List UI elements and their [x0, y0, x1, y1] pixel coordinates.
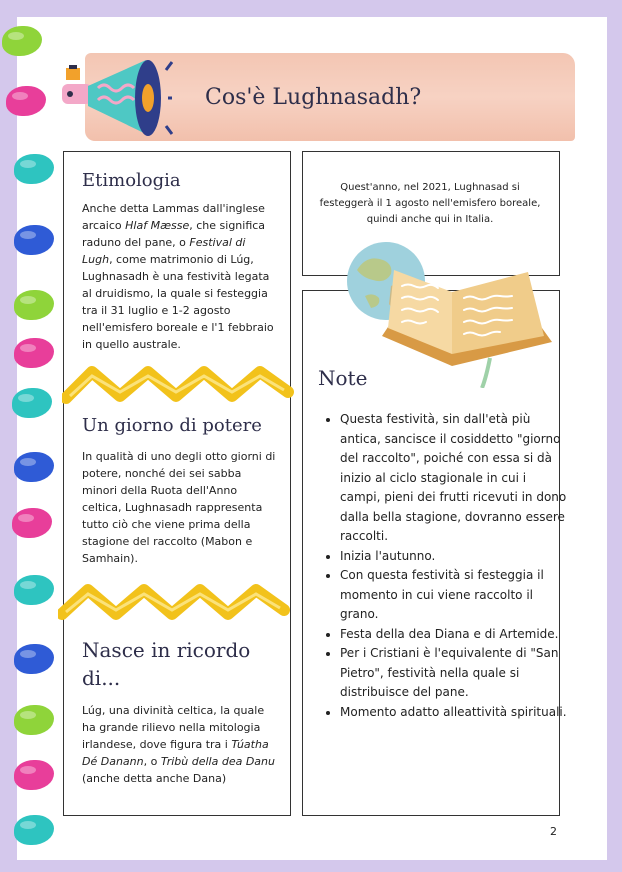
- text-line: Anche detta Lammas dall'inglese: [82, 202, 265, 215]
- text-line: irlandese, dove figura tra i Túatha: [82, 738, 269, 751]
- list-item: • Con questa festività si festeggia il momento in cui viene raccolto il grano.: [340, 566, 570, 625]
- list-item: • Festa della dea Diana e di Artemide.: [340, 625, 570, 645]
- text-line: quindi anche qui in Italia.: [366, 214, 494, 225]
- text-line: stagione del raccolto (Mabon e: [82, 535, 253, 548]
- giorno-text: [82, 448, 287, 567]
- text-line: potere, nonché dei sei sabba: [82, 467, 242, 480]
- giorno-title: Un giorno di potere: [82, 415, 262, 436]
- text-line: tra il 31 luglio e 1-2 agosto: [82, 304, 231, 317]
- text-line: Samhain).: [82, 552, 138, 565]
- text-line: raduno del pane, o Festival di: [82, 236, 246, 249]
- list-item: • Per i Cristiani è l'equivalente di "San Pietro", festività nella quale si distribuisce del pane.: [340, 644, 570, 703]
- open-book-icon: [372, 258, 557, 388]
- etimologia-text: [82, 200, 287, 353]
- list-item: • Questa festività, sin dall'età più antica, sancisce il cosiddetto "giorno del raccolto", poiché con essa si dà inizio al ciclo stagionale in cui i campi, pieni dei frutti ricevuti in dono dalla bella stagione, dovranno essere raccolti.: [340, 410, 570, 547]
- list-item: • Inizia l'autunno.: [340, 547, 570, 567]
- text-line: minori della Ruota dell'Anno: [82, 484, 238, 497]
- text-line: al druidismo, la quale si festeggia: [82, 287, 268, 300]
- ricordo-title-line: Nasce in ricordo: [82, 638, 251, 662]
- etimologia-title: Etimologia: [82, 170, 181, 191]
- text-line: nell'emisfero boreale e l'1 febbraio: [82, 321, 274, 334]
- text-line: Lúg, una divinità celtica, la quale: [82, 704, 265, 717]
- text-line: In qualità di uno degli otto giorni di: [82, 450, 276, 463]
- page-title: Cos'è Lughnasadh?: [205, 85, 422, 110]
- info-text: [318, 180, 542, 228]
- ricordo-text: [82, 702, 287, 787]
- text-line: arcaico Hlaf Mæsse, che significa: [82, 219, 266, 232]
- text-line: ha grande rilievo nella mitologia: [82, 721, 261, 734]
- list-item: • Momento adatto alleattività spirituali.: [340, 703, 570, 723]
- text-line: Lughnasadh è una festività legata: [82, 270, 270, 283]
- text-line: Quest'anno, nel 2021, Lughnasad si: [340, 182, 520, 193]
- yellow-squiggle-divider: [62, 362, 294, 406]
- notes-list: [322, 410, 570, 722]
- text-line: festeggerà il 1 agosto nell'emisfero boreale,: [319, 198, 541, 209]
- page-number: 2: [550, 825, 557, 838]
- ricordo-title: [82, 636, 250, 692]
- note-title: Note: [318, 366, 368, 390]
- text-line: (anche detta anche Dana): [82, 772, 227, 785]
- text-line: Dé Danann, o Tribù della dea Danu: [82, 755, 275, 768]
- text-line: celtica, Lughnasadh rappresenta: [82, 501, 263, 514]
- text-line: Lugh, come matrimonio di Lúg,: [82, 253, 254, 266]
- text-line: in quello australe.: [82, 338, 181, 351]
- megaphone-icon: [58, 48, 173, 143]
- yellow-squiggle-divider: [58, 580, 290, 624]
- ricordo-title-line: di...: [82, 666, 121, 690]
- text-line: tutto ciò che viene prima della: [82, 518, 251, 531]
